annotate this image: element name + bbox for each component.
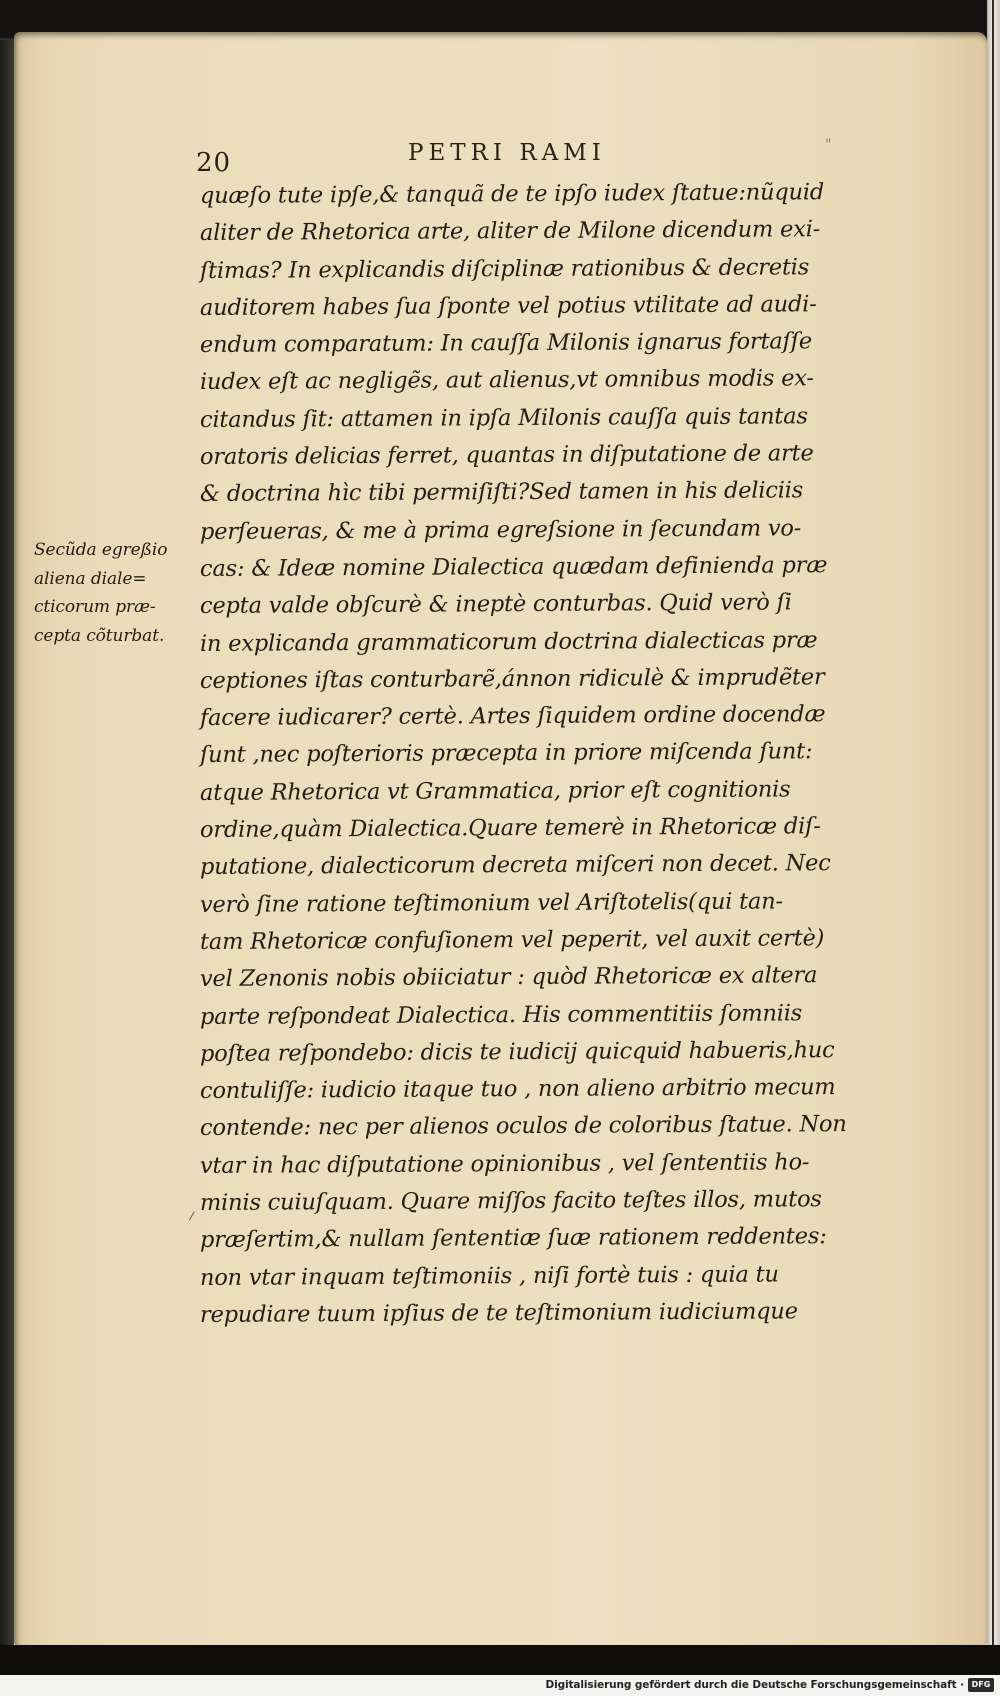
text-line: in explicanda grammaticorum doctrina dialecticas præ (199, 626, 818, 657)
text-line: quæſo tute ipſe,& tanquã de te ipſo iudex ſtatue:nũquid (199, 179, 825, 209)
text-line: vel Zenonis nobis obiiciatur : quòd Rhetoricæ ex altera (199, 962, 818, 993)
bottom-scan-border (0, 1645, 1000, 1675)
text-line: auditorem habes ſua ſponte vel potius vtilitate ad audi- (199, 291, 817, 321)
text-line: poſtea reſpondebo: dicis te iudicij quicquid habueris,huc (199, 1036, 835, 1067)
text-line: minis cuiuſquam. Quare miſſos facito teſtes illos, mutos (199, 1186, 822, 1217)
text-line: contende: nec per alienos oculos de coloribus ſtatue. Non (199, 1111, 847, 1142)
text-line: verò ſine ratione teſtimonium vel Ariſtotelis(qui tan- (199, 888, 783, 918)
dfg-logo: DFG (968, 1678, 994, 1692)
margin-note-line: cticorum præ- (34, 597, 156, 617)
text-line: ſtimas? In explicandis diſciplinæ rationibus & decretis (199, 253, 810, 284)
running-head: PETRI RAMI (408, 140, 606, 166)
margin-note-line: Secũda egreßio (34, 540, 168, 560)
page-number: 20 (196, 148, 232, 178)
text-line: facere iudicarer? certè. Artes ſiquidem ordine docendæ (199, 701, 826, 732)
right-scan-border (987, 0, 1000, 1660)
text-line: repudiare tuum ipſius de te teſtimonium iudiciumque (199, 1298, 798, 1328)
body-text (200, 178, 920, 1334)
text-line: ceptiones iſtas conturbarẽ,ánnon ridiculè & imprudẽter (199, 664, 825, 694)
funding-credit: Digitalisierung gefördert durch die Deutsche Forschungsgemeinschaft · (545, 1679, 964, 1691)
text-line: non vtar inquam teſtimoniis , niſi fortè tuis : quia tu (199, 1261, 779, 1291)
text-line: vtar in hac diſputatione opinionibus , vel ſententiis ho- (199, 1148, 810, 1179)
text-line: tam Rhetoricæ confuſionem vel peperit, vel auxit certè) (199, 925, 825, 955)
right-edge-line (992, 0, 994, 1660)
margin-note-line: aliena diale= (34, 568, 147, 589)
text-line: & doctrina hìc tibi permiſiſti?Sed tamen in his deliciis (199, 477, 804, 508)
text-line: oratoris delicias ferret, quantas in diſputatione de arte (199, 440, 814, 471)
corner-mark: " (825, 137, 832, 153)
text-line: endum comparatum: In cauſſa Milonis ignarus fortaſſe (199, 328, 813, 359)
text-line: iudex eſt ac negligẽs, aut alienus,vt omnibus modis ex- (199, 365, 814, 396)
text-line: putatione, dialecticorum decreta miſceri non decet. Nec (199, 850, 831, 881)
text-line: atque Rhetorica vt Grammatica, prior eſt cognitionis (199, 776, 791, 806)
text-line: ordine,quàm Dialectica.Quare temerè in Rhetoricæ diſ- (199, 813, 821, 844)
text-line: cas: & Ideæ nomine Dialectica quædam definienda præ (199, 552, 828, 582)
text-line: cepta valde obſcurè & ineptè conturbas. Quid verò ſi (199, 589, 792, 620)
text-line: parte reſpondeat Dialectica. His commentitiis ſomniis (199, 999, 803, 1030)
margin-note (34, 536, 167, 650)
text-line: ſunt ,nec poſterioris præcepta in priore miſcenda ſunt: (199, 738, 813, 769)
left-scan-border (0, 40, 14, 1660)
text-line: perſeueras, & me à prima egreſsione in ſecundam vo- (199, 514, 802, 545)
margin-note-line: cepta cõturbat. (34, 625, 165, 646)
text-line: contuliſſe: iudicio itaque tuo , non alieno arbitrio mecum (199, 1074, 836, 1105)
text-line: præſertim,& nullam ſententiæ ſuæ rationem reddentes: (199, 1223, 827, 1254)
text-line: aliter de Rhetorica arte, aliter de Milone dicendum exi- (199, 216, 821, 247)
text-line: citandus ſit: attamen in ipſa Milonis cauſſa quis tantas (199, 403, 808, 433)
